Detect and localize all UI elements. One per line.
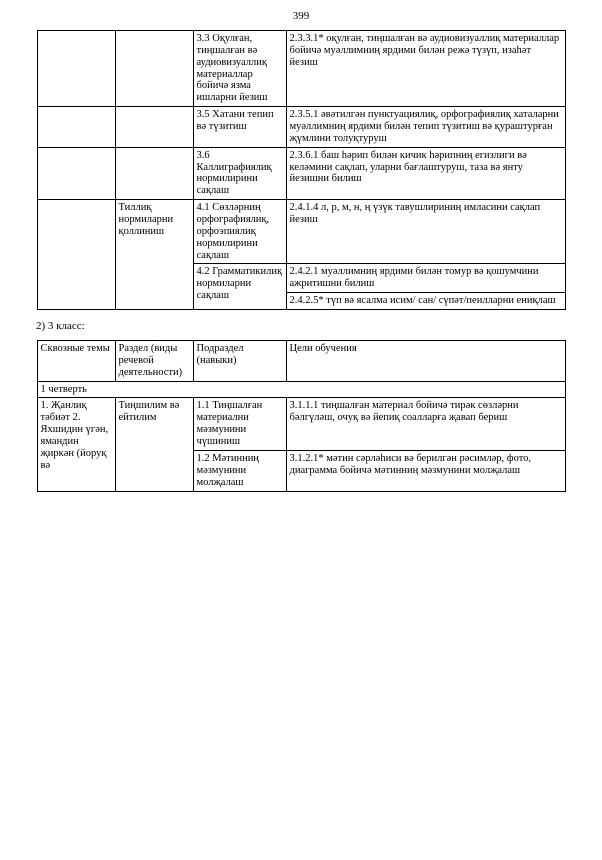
cell-section: Тиллиқ нормиларни қоллиниш: [115, 200, 193, 310]
cell-theme: [37, 31, 115, 107]
header-themes: Сквозные темы: [37, 341, 115, 382]
cell-theme: [37, 147, 115, 199]
cell-section: [115, 31, 193, 107]
cell-subsection: 3.6 Каллиграфиялиқ нормилирини сақлаш: [193, 147, 286, 199]
cell-subsection: 3.3 Оқулған, тиңшалған вә аудиовизуаллиқ материаллар бойичә язма ишларни йезиш: [193, 31, 286, 107]
cell-objectives: 2.3.6.1 баш һәрип билән кичик һәрипниң егизлиги вә келәмини сақлап, уларни бағлаштуруш, таза вә янту йезишни билиш: [286, 147, 565, 199]
cell-objectives: 3.1.1.1 тиңшалған материал бойичә тирәк сөзләрни бәлгүләш, очуқ вә йепиқ соалларға җавап бериш: [286, 398, 565, 450]
cell-objectives: 2.3.3.1* оқулған, тиңшалған вә аудиовизуаллиқ материаллар бойичә муәллимниң ярдими билән режә түзүп, изаһәт йезиш: [286, 31, 565, 107]
cell-subsection: 4.2 Грамматикилиқ нормиларни сақлаш: [193, 264, 286, 310]
cell-theme: [37, 200, 115, 310]
quarter-row: [37, 381, 565, 398]
cell-section: [115, 147, 193, 199]
cell-section: Тиңшилим вә ейтилим: [115, 398, 193, 491]
section-label: 2) 3 класс:: [36, 320, 85, 333]
quarter-label: 1 четверть: [37, 381, 565, 398]
cell-section: [115, 107, 193, 148]
header-subsection: Подраздел (навыки): [193, 341, 286, 382]
curriculum-table-grade3: [37, 340, 566, 491]
cell-objectives: 2.3.5.1 әвәтилгән пунктуациялиқ, орфографиялиқ хаталарни муәллимниң ярдими билән тепип түзитиш вә қураштурған җүмлини толуқтуруш: [286, 107, 565, 148]
cell-subsection: 1.2 Мәтинниң мәзмунини молҗалаш: [193, 450, 286, 491]
cell-subsection: 4.1 Сөзләрниң орфографиялиқ, орфоэпиялиқ нормилирини сақлаш: [193, 200, 286, 264]
cell-objectives: 2.4.1.4 л, р, м, н, ң үзүк тавушлириниң имласини сақлап йезиш: [286, 200, 565, 264]
document-page: [0, 10, 602, 860]
table-row: [37, 107, 565, 148]
page-number: 399: [292, 10, 310, 22]
table-row: [37, 31, 565, 107]
cell-subsection: 3.5 Хатани тепип вә түзитиш: [193, 107, 286, 148]
curriculum-table-grade2: [37, 30, 566, 310]
table-row: [37, 147, 565, 199]
cell-theme: 1. Җанлиқ тәбиәт 2. Яхшидин үгән, ямандин җиркән (йоруқ вә: [37, 398, 115, 491]
cell-objectives: 3.1.2.1* мәтин сәрләһиси вә берилгән рәсимләр, фото, диаграмма бойичә мәтинниң мәзмунини молҗалаш: [286, 450, 565, 491]
cell-theme: [37, 107, 115, 148]
table-header-row: [37, 341, 565, 382]
cell-subsection: 1.1 Тиңшалған материални мәзмунини чүшиниш: [193, 398, 286, 450]
table-row: [37, 398, 565, 450]
header-section: Раздел (виды речевой деятельности): [115, 341, 193, 382]
table-row: [37, 200, 565, 264]
cell-objectives: 2.4.2.1 муәллимниң ярдими билән томур вә қошумчини ажритишни билиш: [286, 264, 565, 293]
header-objectives: Цели обучения: [286, 341, 565, 382]
cell-objectives: 2.4.2.5* түп вә ясалма исим/ сан/ сүпәт/пеилларни ениқлаш: [286, 293, 565, 310]
